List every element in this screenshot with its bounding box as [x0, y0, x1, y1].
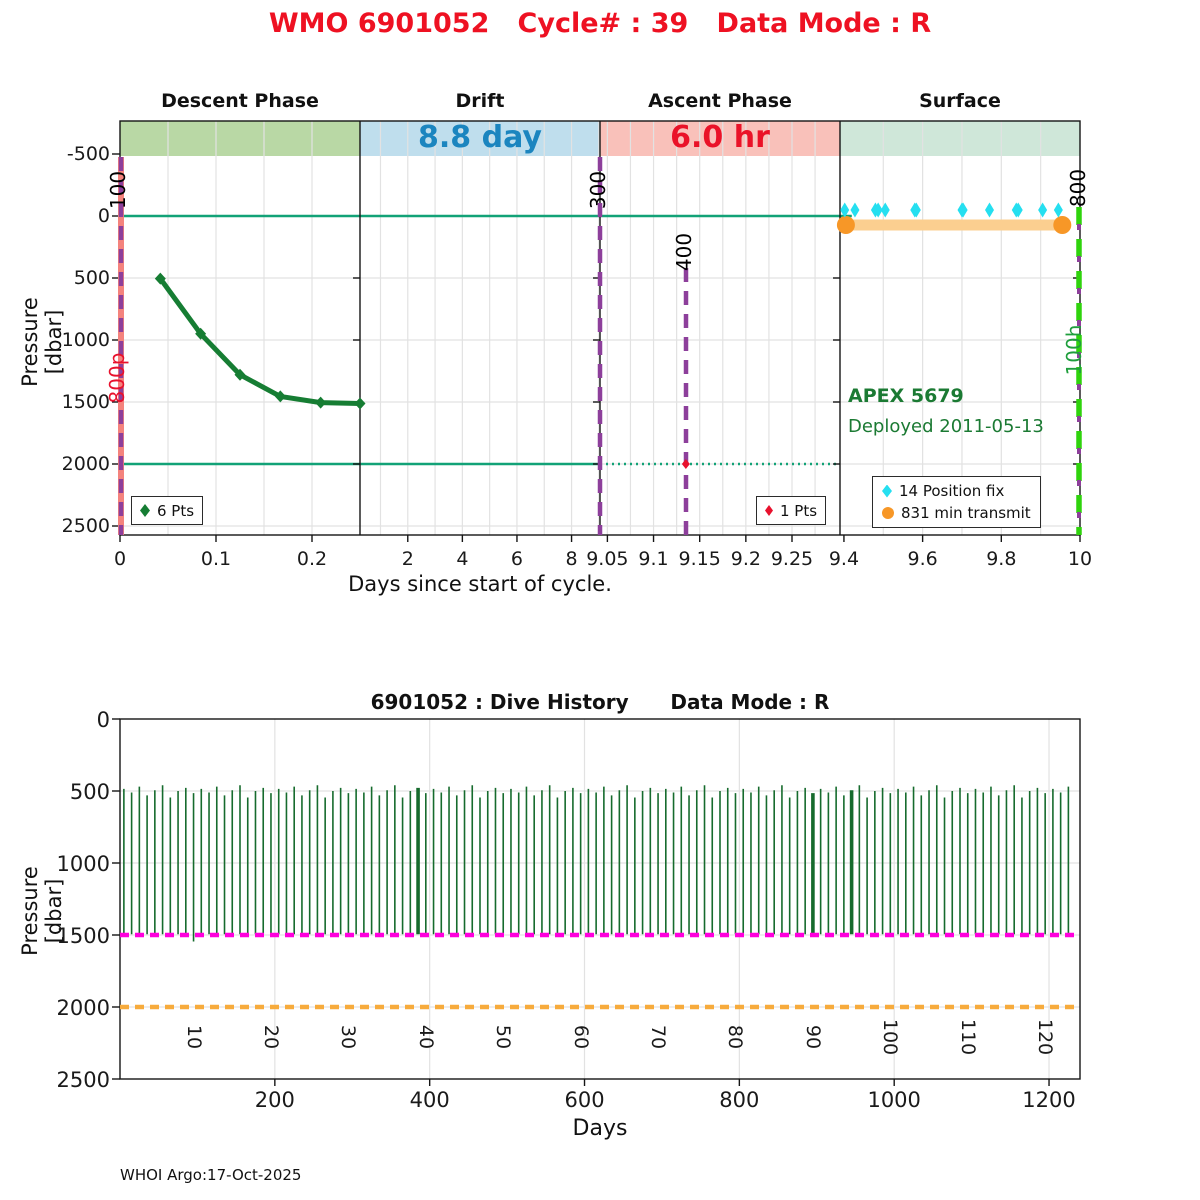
- legend-ascent-points-label: 1 Pts: [780, 501, 818, 520]
- event-label-300: 300: [586, 170, 610, 210]
- top-xtick-label: 9.2: [730, 548, 761, 570]
- drift-duration-label: 8.8 day: [418, 120, 542, 155]
- legend-surface: [872, 476, 1041, 528]
- bottom-xtick-label: 600: [564, 1088, 605, 1112]
- cycle-number-label: 100: [879, 1018, 902, 1056]
- event-label-100: 100: [106, 170, 130, 210]
- top-xtick-label: 9.05: [586, 548, 629, 570]
- bottom-ytick-label: 2000: [56, 996, 110, 1020]
- cycle-number-label: 10: [182, 1024, 205, 1050]
- bottom-xlabel: Days: [572, 1116, 628, 1141]
- top-ytick-label: 1000: [61, 329, 110, 351]
- top-xlabel: Days since start of cycle.: [348, 572, 612, 596]
- legend-descent-points-label: 6 Pts: [157, 501, 195, 520]
- bottom-ytick-label: 0: [96, 708, 110, 732]
- top-xtick-label: 2: [401, 548, 414, 570]
- red-diamond-icon: [765, 505, 773, 516]
- top-ytick-label: 0: [97, 205, 110, 227]
- cycle-number-label: 120: [1034, 1018, 1057, 1056]
- bottom-xtick-label: 800: [719, 1088, 760, 1112]
- top-xtick-label: 9.8: [986, 548, 1017, 570]
- top-xtick-label: 9.6: [907, 548, 938, 570]
- phase-label-ascent: Ascent Phase: [648, 90, 792, 112]
- cycle-number-label: 40: [414, 1024, 437, 1050]
- min-transmit-label: 831 min transmit: [901, 504, 1031, 522]
- event-label-800: 800: [1066, 168, 1090, 208]
- bottom-xtick-label: 1000: [867, 1088, 921, 1112]
- cycle-number-label: 50: [492, 1024, 515, 1050]
- cycle-number-label: 60: [569, 1024, 592, 1050]
- float-id-annotation: APEX 5679: [848, 385, 964, 407]
- top-xtick-label: 0.1: [200, 548, 232, 570]
- top-xtick-label: 4: [456, 548, 469, 570]
- cycle-number-label: 20: [259, 1024, 282, 1050]
- cycle-number-label: 110: [956, 1018, 979, 1056]
- cycle-number-label: 30: [337, 1024, 360, 1050]
- top-ylabel: Pressure [dbar]: [18, 297, 66, 387]
- phase-label-drift: Drift: [455, 90, 505, 112]
- phase-label-descent: Descent Phase: [161, 90, 319, 112]
- orange-circle-icon: [882, 507, 894, 519]
- top-xtick-label: 0: [113, 548, 127, 570]
- deployed-date-annotation: Deployed 2011-05-13: [848, 416, 1044, 437]
- park-pressure-label: 800p: [105, 352, 129, 404]
- bottom-ytick-label: 1000: [56, 852, 110, 876]
- page-title: WMO 6901052 Cycle# : 39 Data Mode : R: [268, 8, 932, 39]
- top-xtick-label: 9.25: [770, 548, 814, 570]
- cycle-number-label: 90: [801, 1024, 824, 1050]
- cycle-number-label: 80: [724, 1024, 747, 1050]
- position-fix-label: 14 Position fix: [899, 482, 1005, 500]
- event-label-400: 400: [672, 232, 696, 272]
- top-xtick-label: 10: [1067, 548, 1093, 570]
- bottom-ytick-label: 1500: [56, 924, 110, 948]
- top-ytick-label: 2000: [61, 453, 110, 475]
- top-xtick-label: 8: [565, 548, 578, 570]
- bottom-xtick-label: 1200: [1022, 1088, 1076, 1112]
- ascent-duration-label: 6.0 hr: [670, 120, 770, 155]
- top-ytick-label: 2500: [61, 515, 110, 537]
- phase-label-surface: Surface: [919, 90, 1001, 112]
- legend-ascent-points: [756, 496, 826, 525]
- cyan-diamond-icon: [882, 485, 892, 498]
- dive-history-title: 6901052 : Dive History Data Mode : R: [370, 690, 830, 714]
- bottom-ytick-label: 500: [69, 780, 110, 804]
- top-xtick-label: 9.1: [638, 548, 669, 570]
- top-xtick-label: 9.15: [678, 548, 721, 570]
- top-ytick-label: 500: [73, 267, 110, 289]
- timeout-label: 100h: [1062, 324, 1086, 376]
- bottom-ylabel: Pressure [dbar]: [18, 866, 66, 956]
- bottom-xtick-label: 400: [409, 1088, 450, 1112]
- top-xtick-label: 9.4: [828, 548, 860, 570]
- top-xtick-label: 0.2: [296, 548, 328, 570]
- top-ytick-label: 1500: [61, 391, 110, 413]
- bottom-ytick-label: 2500: [56, 1068, 110, 1092]
- green-diamond-icon: [140, 504, 150, 517]
- top-ytick-label: -500: [66, 143, 110, 165]
- top-xtick-label: 6: [510, 548, 523, 570]
- footer-credit: WHOI Argo:17-Oct-2025: [120, 1166, 302, 1184]
- legend-descent-points: [131, 496, 203, 525]
- cycle-number-label: 70: [647, 1024, 670, 1050]
- bottom-xtick-label: 200: [254, 1088, 295, 1112]
